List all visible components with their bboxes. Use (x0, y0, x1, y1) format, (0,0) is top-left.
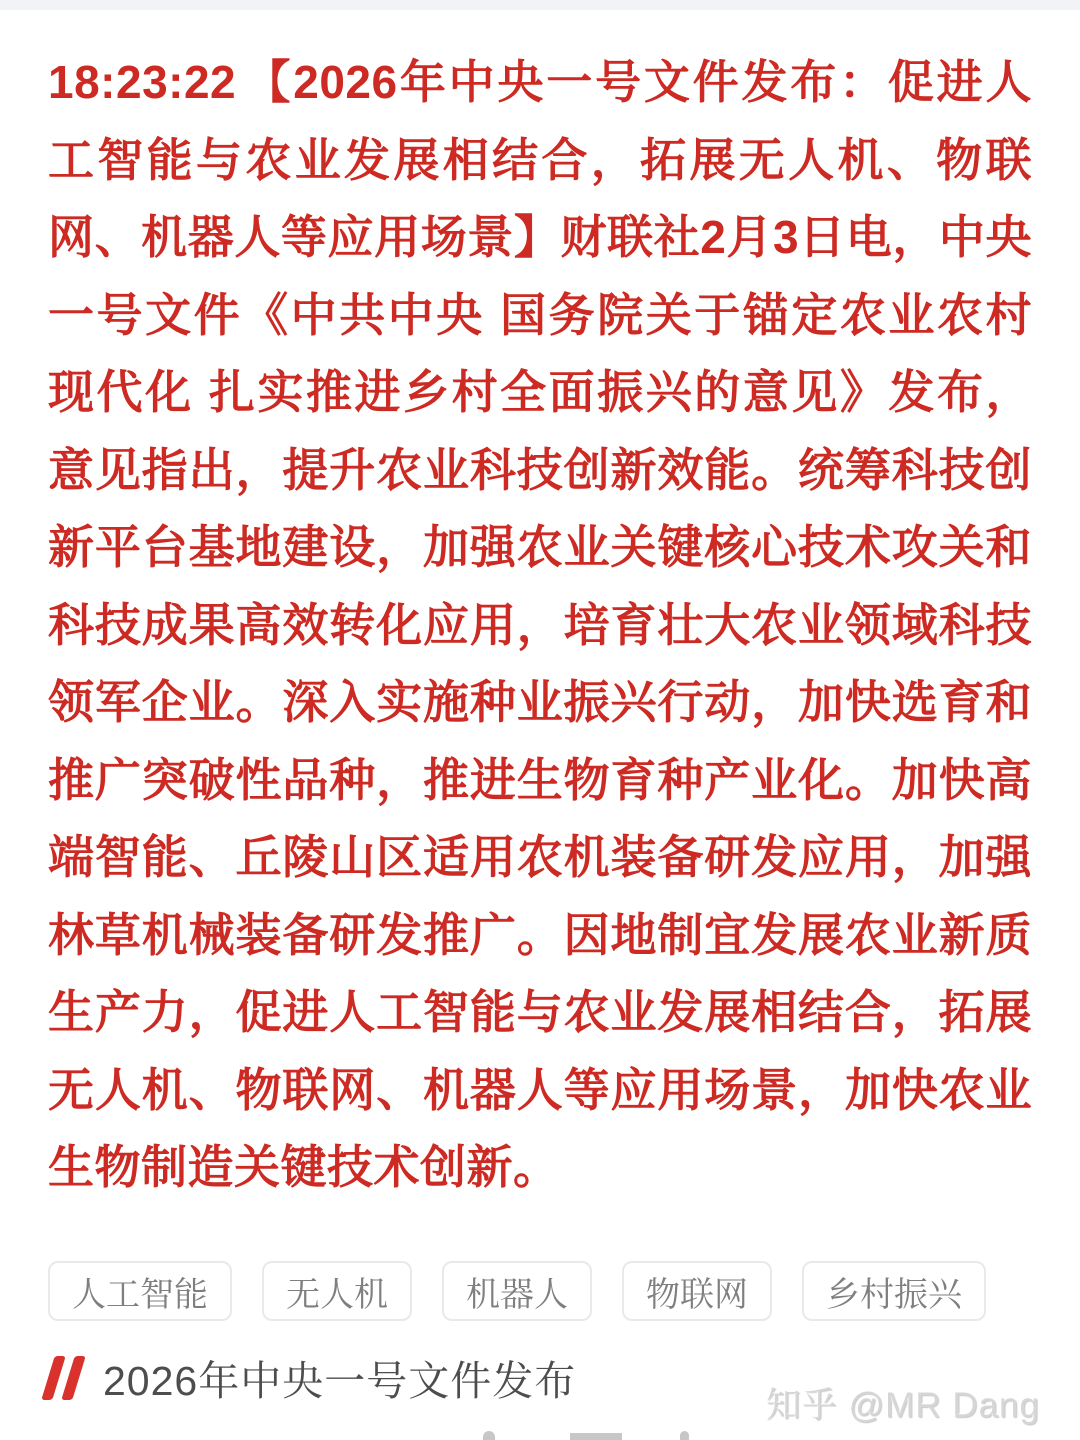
article-line: 一号文件《中共中央 国务院关于锚定农业农村 (48, 288, 1032, 341)
double-slash-icon (48, 1356, 79, 1400)
article-line-text: 【2026年中央一号文件发布：促进人 (242, 56, 1032, 108)
tag-chip-rural-revitalization[interactable]: 乡村振兴 (802, 1261, 986, 1321)
article-line: 林草机械装备研发推广。因地制宜发展农业新质 (48, 908, 1032, 961)
tag-chip-drone[interactable]: 无人机 (262, 1261, 412, 1321)
tag-chip-ai[interactable]: 人工智能 (48, 1261, 232, 1321)
zhihu-watermark: 知乎 @MR Dang (765, 1386, 1040, 1425)
article-line: 生物制造关键技术创新。 (48, 1141, 560, 1193)
cutoff-icon-center (570, 1433, 622, 1440)
article-line: 科技成果高效转化应用，培育壮大农业领域科技 (48, 598, 1032, 651)
top-strip (0, 0, 1080, 10)
news-article-text (48, 44, 1032, 1207)
topic-label: 2026年中央一号文件发布 (103, 1358, 577, 1404)
article-line: 工智能与农业发展相结合，拓展无人机、物联 (48, 133, 1032, 186)
article-line: 推广突破性品种，推进生物育种产业化。加快高 (48, 753, 1032, 806)
article-line: 无人机、物联网、机器人等应用场景，加快农业 (48, 1063, 1032, 1116)
article-line: 领军企业。深入实施种业振兴行动，加快选育和 (48, 676, 1032, 728)
article-line: 意见指出，提升农业科技创新效能。统筹科技创 (48, 443, 1032, 496)
tag-chip-iot[interactable]: 物联网 (622, 1261, 772, 1321)
article-line: 端智能、丘陵山区适用农机装备研发应用，加强 (48, 831, 1032, 883)
article-line: 现代化 扎实推进乡村全面振兴的意见》发布， (48, 366, 1032, 418)
cutoff-icon-left (483, 1431, 495, 1440)
cutoff-icon-right (680, 1431, 689, 1440)
timestamp: 18:23:22 (48, 56, 237, 108)
tag-list (48, 1261, 986, 1321)
topic-link[interactable] (48, 1348, 576, 1407)
tag-chip-robot[interactable]: 机器人 (442, 1261, 592, 1321)
article-line (48, 44, 1032, 122)
article-line: 网、机器人等应用场景】财联社2月3日电，中央 (48, 211, 1032, 263)
article-line: 新平台基地建设，加强农业关键核心技术攻关和 (48, 521, 1032, 573)
article-line: 生产力，促进人工智能与农业发展相结合，拓展 (48, 986, 1032, 1038)
